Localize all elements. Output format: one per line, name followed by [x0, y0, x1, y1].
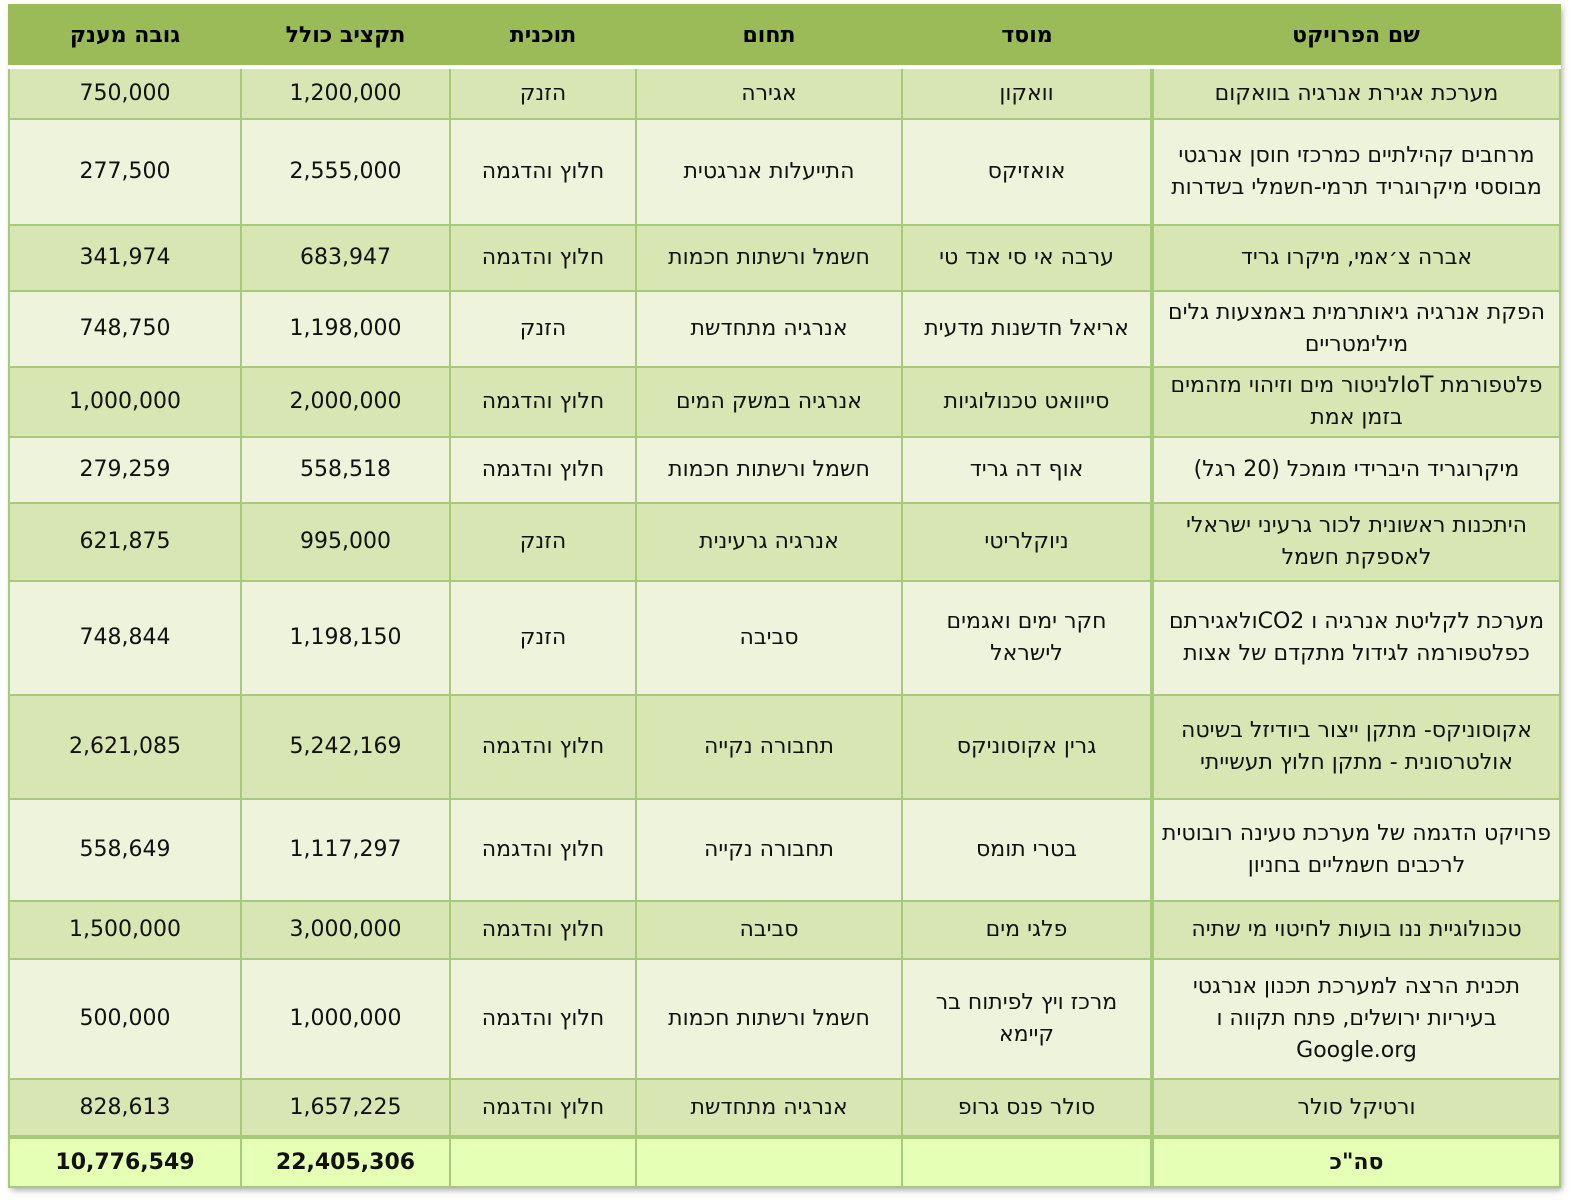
cell-institution: אוף דה גריד [902, 437, 1152, 503]
table-row [9, 1079, 1560, 1137]
cell-institution: אואזיקס [902, 119, 1152, 225]
table-row [9, 503, 1560, 581]
cell-total-budget: 2,555,000 [241, 119, 450, 225]
cell-project-name: מיקרוגריד היברידי מומכל (20 רגל) [1152, 437, 1560, 503]
cell-grant-amount: 1,000,000 [9, 367, 241, 437]
header-project-name: שם הפרויקט [1152, 5, 1560, 67]
cell-field: חשמל ורשתות חכמות [636, 437, 902, 503]
cell-institution: מרכז ויץ לפיתוח בר קיימא [902, 959, 1152, 1079]
cell-institution: פלגי מים [902, 901, 1152, 959]
header-total-budget: תקציב כולל [241, 5, 450, 67]
cell-project-name: תכנית הרצה למערכת תכנון אנרגטי בעיריות ירושלים, פתח תקווה ו Google.org [1152, 959, 1560, 1079]
cell-institution: ערבה אי סי אנד טי [902, 225, 1152, 291]
cell-program: חלוץ והדגמה [450, 225, 636, 291]
cell-program: חלוץ והדגמה [450, 799, 636, 901]
cell-project-name: פלטפורמת IoTלניטור מים וזיהוי מזהמים בזמן אמת [1152, 367, 1560, 437]
cell-field: אנרגיה מתחדשת [636, 1079, 902, 1137]
cell-project-name: טכנולוגיית ננו בועות לחיטוי מי שתיה [1152, 901, 1560, 959]
cell-field: אנרגיה מתחדשת [636, 291, 902, 367]
cell-program: הזנק [450, 581, 636, 695]
cell-total-budget: 3,000,000 [241, 901, 450, 959]
table-row [9, 695, 1560, 799]
cell-project-name: מערכת אגירת אנרגיה בוואקום [1152, 67, 1560, 119]
total-empty-field [636, 1137, 902, 1187]
cell-program: הזנק [450, 67, 636, 119]
cell-total-budget: 1,198,000 [241, 291, 450, 367]
cell-grant-amount: 621,875 [9, 503, 241, 581]
cell-project-name: אקוסוניקס- מתקן ייצור ביודיזל בשיטה אולטרסונית - מתקן חלוץ תעשייתי [1152, 695, 1560, 799]
table-row [9, 901, 1560, 959]
header-field: תחום [636, 5, 902, 67]
cell-program: חלוץ והדגמה [450, 119, 636, 225]
cell-program: חלוץ והדגמה [450, 695, 636, 799]
cell-field: התייעלות אנרגטית [636, 119, 902, 225]
grants-table-container [8, 4, 1559, 1186]
cell-total-budget: 995,000 [241, 503, 450, 581]
cell-total-budget: 5,242,169 [241, 695, 450, 799]
cell-field: אנרגיה במשק המים [636, 367, 902, 437]
table-row [9, 67, 1560, 119]
table-row [9, 437, 1560, 503]
total-label: סה"כ [1152, 1137, 1560, 1187]
cell-grant-amount: 1,500,000 [9, 901, 241, 959]
cell-program: חלוץ והדגמה [450, 367, 636, 437]
cell-program: חלוץ והדגמה [450, 959, 636, 1079]
cell-grant-amount: 748,750 [9, 291, 241, 367]
cell-field: תחבורה נקייה [636, 799, 902, 901]
cell-program: חלוץ והדגמה [450, 901, 636, 959]
cell-field: חשמל ורשתות חכמות [636, 959, 902, 1079]
table-row [9, 291, 1560, 367]
grants-table [8, 4, 1561, 1188]
header-grant-amount: גובה מענק [9, 5, 241, 67]
cell-field: סביבה [636, 581, 902, 695]
total-empty-institution [902, 1137, 1152, 1187]
cell-total-budget: 2,000,000 [241, 367, 450, 437]
cell-institution: וואקון [902, 67, 1152, 119]
total-budget: 22,405,306 [241, 1137, 450, 1187]
cell-institution: אריאל חדשנות מדעית [902, 291, 1152, 367]
cell-institution: סולר פנס גרופ [902, 1079, 1152, 1137]
cell-total-budget: 558,518 [241, 437, 450, 503]
cell-program: הזנק [450, 503, 636, 581]
cell-total-budget: 1,117,297 [241, 799, 450, 901]
cell-total-budget: 683,947 [241, 225, 450, 291]
table-row [9, 119, 1560, 225]
cell-field: אנרגיה גרעינית [636, 503, 902, 581]
cell-project-name: הפקת אנרגיה גיאותרמית באמצעות גלים מילימטריים [1152, 291, 1560, 367]
table-footer [9, 1137, 1560, 1187]
cell-grant-amount: 2,621,085 [9, 695, 241, 799]
cell-grant-amount: 277,500 [9, 119, 241, 225]
cell-grant-amount: 750,000 [9, 67, 241, 119]
cell-institution: בטרי תומס [902, 799, 1152, 901]
cell-project-name: פרויקט הדגמה של מערכת טעינה רובוטית לרכבים חשמליים בחניון [1152, 799, 1560, 901]
cell-institution: ניוקלריטי [902, 503, 1152, 581]
cell-total-budget: 1,657,225 [241, 1079, 450, 1137]
header-program: תוכנית [450, 5, 636, 67]
cell-project-name: היתכנות ראשונית לכור גרעיני ישראלי לאספקת חשמל [1152, 503, 1560, 581]
total-empty-program [450, 1137, 636, 1187]
cell-institution: חקר ימים ואגמים לישראל [902, 581, 1152, 695]
cell-project-name: אברה צ׳אמי, מיקרו גריד [1152, 225, 1560, 291]
cell-field: תחבורה נקייה [636, 695, 902, 799]
cell-project-name: ורטיקל סולר [1152, 1079, 1560, 1137]
cell-total-budget: 1,198,150 [241, 581, 450, 695]
cell-institution: גרין אקוסוניקס [902, 695, 1152, 799]
cell-field: אגירה [636, 67, 902, 119]
table-row [9, 581, 1560, 695]
table-header [9, 5, 1560, 67]
table-row [9, 959, 1560, 1079]
table-row [9, 225, 1560, 291]
total-grant: 10,776,549 [9, 1137, 241, 1187]
cell-total-budget: 1,000,000 [241, 959, 450, 1079]
header-institution: מוסד [902, 5, 1152, 67]
cell-grant-amount: 500,000 [9, 959, 241, 1079]
table-body [9, 67, 1560, 1137]
cell-field: חשמל ורשתות חכמות [636, 225, 902, 291]
cell-program: חלוץ והדגמה [450, 1079, 636, 1137]
cell-grant-amount: 828,613 [9, 1079, 241, 1137]
cell-project-name: מרחבים קהילתיים כמרכזי חוסן אנרגטי מבוססי מיקרוגריד תרמי-חשמלי בשדרות [1152, 119, 1560, 225]
table-row [9, 367, 1560, 437]
header-row [9, 5, 1560, 67]
cell-grant-amount: 558,649 [9, 799, 241, 901]
cell-grant-amount: 279,259 [9, 437, 241, 503]
cell-total-budget: 1,200,000 [241, 67, 450, 119]
cell-grant-amount: 748,844 [9, 581, 241, 695]
cell-institution: סייוואט טכנולוגיות [902, 367, 1152, 437]
total-row [9, 1137, 1560, 1187]
cell-program: הזנק [450, 291, 636, 367]
cell-program: חלוץ והדגמה [450, 437, 636, 503]
table-row [9, 799, 1560, 901]
cell-grant-amount: 341,974 [9, 225, 241, 291]
cell-field: סביבה [636, 901, 902, 959]
cell-project-name: מערכת לקליטת אנרגיה ו CO2ולאגירתם כפלטפורמה לגידול מתקדם של אצות [1152, 581, 1560, 695]
